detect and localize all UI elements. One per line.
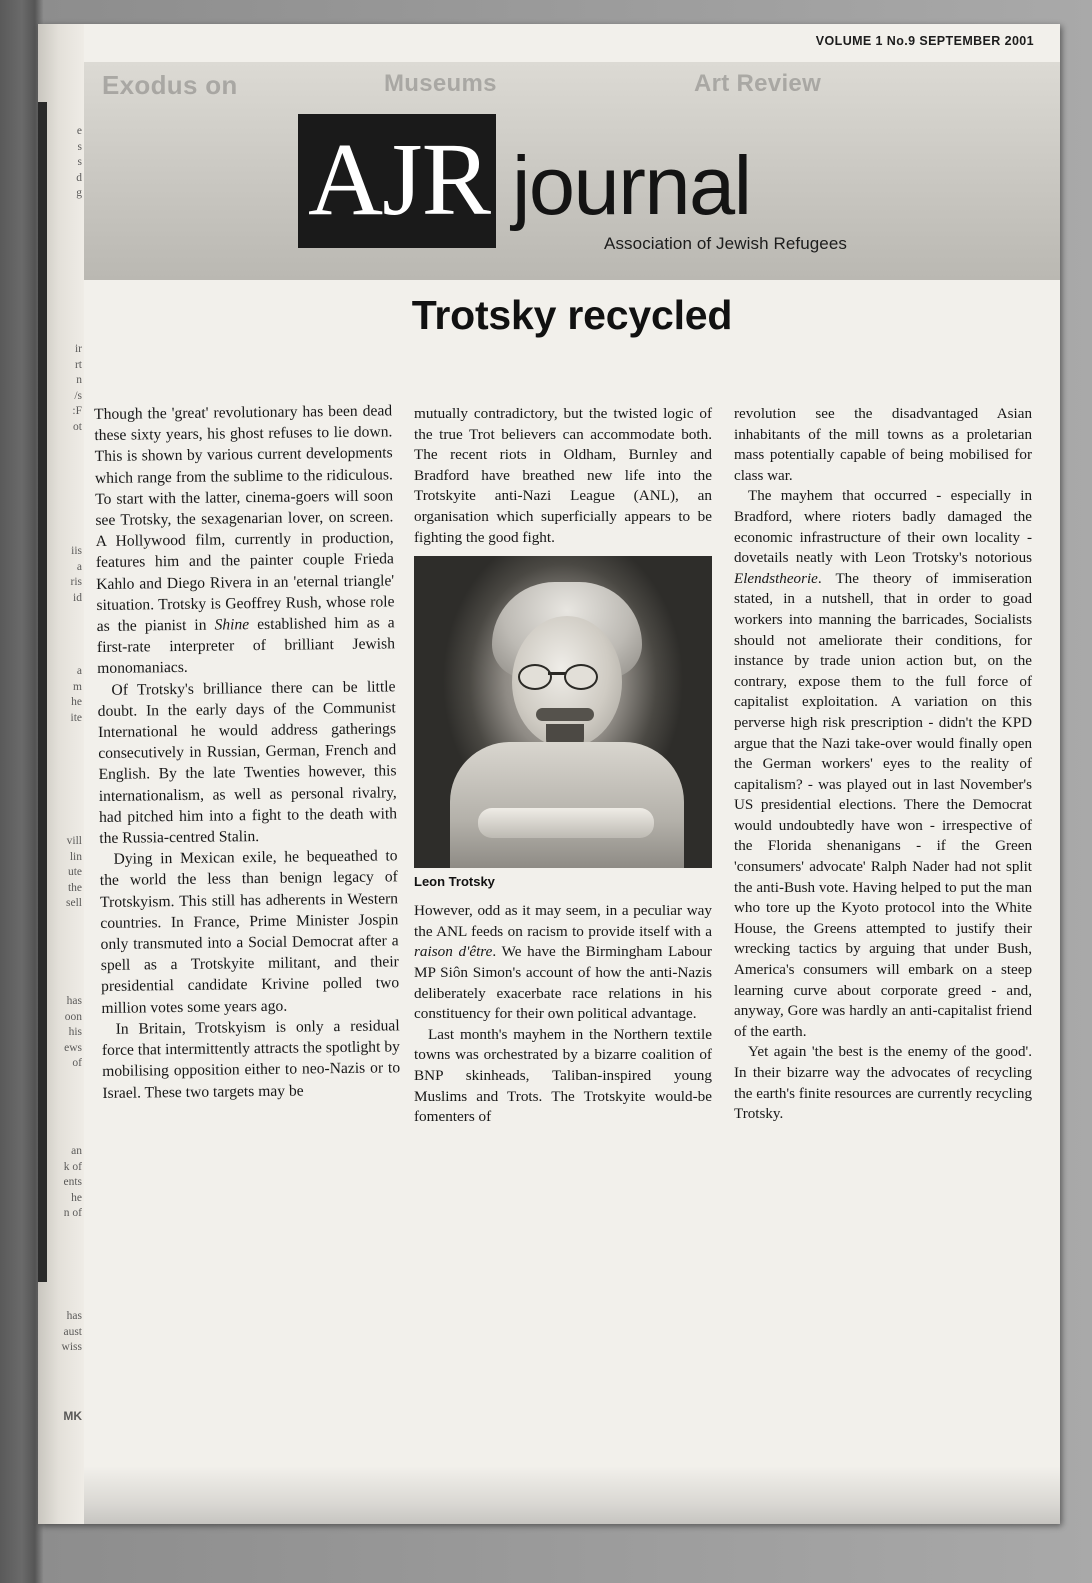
bleed-fragment: has aust wiss [61,1310,82,1353]
column-2 [414,404,712,1484]
paragraph: The mayhem that occurred - especially in Bradford, where rioters badly damaged the economic infrastructure of their own locality - dovetails neatly with Leon Trotsky's notorious Elendstheorie. The theory of immiseration stated, in a nutshell, that in order to goad workers into manning the barricades, Socialists should not ameliorate their conditions, for instance by trade union action but, on the contrary, expose them to the full force of capitalist exploitation. A variation on this perverse high risk prescription - didn't the KPD argue that the Nazi take-over would finally open the German workers' eyes to the reality of capitalism? - was played out in last November's US presidential elections. There the Democrat would undoubtedly have won - irrespective of the Florida shenanigans - if the Green 'consumers' advocate' Ralph Nader had not split the anti-Bush vote. Having helped to put the man who tore up the Kyoto protocol into the White House, the Greens attempted to justify their wrecking tactics by arguing that under Bush, America's consumers will embark on a steep learning curve about corporate greed - and, anyway, Gore was hardly an anti-capitalist friend of the earth. [734,488,1032,1040]
bleed-fragment: e s s d g [76,125,82,199]
bleed-fragment: vill lin ute the sell [66,835,82,909]
bleed-fragment: ir rt n /s :F ot [72,343,82,433]
paragraph: mutually contradictory, but the twisted logic of the true Trot believers can accommodate both. The recent riots in Oldham, Burnley and Bradford have breathed new life into the Trotskyite anti-Nazi League (ANL), an organisation which superficially appears to be fighting the good fight. [414,405,712,546]
volume-issue-line: VOLUME 1 No.9 SEPTEMBER 2001 [815,34,1034,48]
trotsky-photo [414,556,712,868]
journal-wordmark: journal [511,139,751,232]
column-1 [94,400,405,1484]
article-headline: Trotsky recycled [411,292,733,338]
bleed-fragment: a m he ite [70,665,82,724]
paragraph: Of Trotsky's brilliance there can be little doubt. In the early days of the Communist International he would address gatherings consecutively in Russian, German, French and English. By the late Twenties however, this internationalism, as well as personal rivalry, had pitched him into a fight to the death with the Russia-centred Stalin. [97,677,398,848]
italic-phrase: Shine [214,616,250,634]
masthead-banner [84,62,1060,280]
paragraph: Yet again 'the best is the enemy of the good'. In their bizarre way the advocates of recycling the earth's finite resources are currently recycling Trotsky. [734,1044,1032,1123]
association-subtitle: Association of Jewish Refugees [604,234,848,253]
article-body [94,404,1052,1484]
photo-glasses-left [518,664,552,690]
bleed-fragment: has oon his ews of [64,995,82,1069]
photo-jacket [450,742,684,868]
journal-page [38,24,1060,1524]
photo-folded-arms [478,808,654,838]
paragraph: Last month's mayhem in the Northern textile towns was orchestrated by a bizarre coalition of BNP skinheads, Taliban-inspired young Muslims and Trots. The Trotskyite would-be fomenters of [414,1025,712,1126]
italic-phrase: Elendstheorie [734,570,818,587]
bleed-fragment-mk: MK [63,1409,82,1423]
paragraph: Dying in Mexican exile, he bequeathed to the world the less than benign legacy of Trotskyism. This still has adherents in Western countries. In France, Prime Minister Jospin only transmuted into a Social Democrat after a spell as a Trotskyite militant, and their presidential candidate Krivine polled two million votes some years ago. [99,847,400,1017]
ghost-headline-left: Exodus on [102,70,238,100]
ajr-logo-letters: AJR [298,114,496,248]
ajr-logo [298,114,751,248]
bleed-fragment: iis a ris id [70,545,82,604]
photo-glasses-bridge [548,672,566,675]
column-3 [734,404,1032,1484]
paragraph: In Britain, Trotskyism is only a residual force that intermittently attracts the spotlight by mobilising opposition either to neo-Nazis or to Israel. These two targets may be [101,1017,401,1102]
italic-phrase: raison d'être [414,943,493,961]
paragraph: revolution see the disadvantaged Asian inhabitants of the mill towns as a proletarian mass potentially capable of being mobilised for class war. [734,406,1032,484]
paragraph: However, odd as it may seem, in a peculiar way the ANL feeds on racism to provide itself with a raison d'être. We have the Birmingham Labour MP Siôn Simon's account of how the anti-Nazis deliberately exacerbate race relations in his constituency for their own political advantage. [414,902,712,1023]
photo-glasses-right [564,664,598,690]
paragraph: Though the 'great' revolutionary has been dead these sixty years, his ghost refuses to lie down. This is shown by various current developments which range from the sublime to the ridiculous. To start with the latter, cinema-goers will soon see Trotsky, the sexagenarian lover, on screen. A Hollywood film, currently in production, features him and the painter couple Frieda Kahlo and Diego Rivera in an 'eternal triangle' situation. Trotsky is Geoffrey Rush, whose role as the pianist in Shine established him as a first-rate interpreter of brilliant Jewish monomaniacs. [94,402,396,678]
ghost-headline-mid: Museums [384,70,497,97]
photo-moustache [536,708,594,721]
bleed-fragment: an k of ents he n of [63,1145,82,1219]
photo-caption: Leon Trotsky [414,874,495,890]
ghost-headline-right: Art Review [694,70,822,97]
page-bottom-shadow [84,1466,1060,1524]
